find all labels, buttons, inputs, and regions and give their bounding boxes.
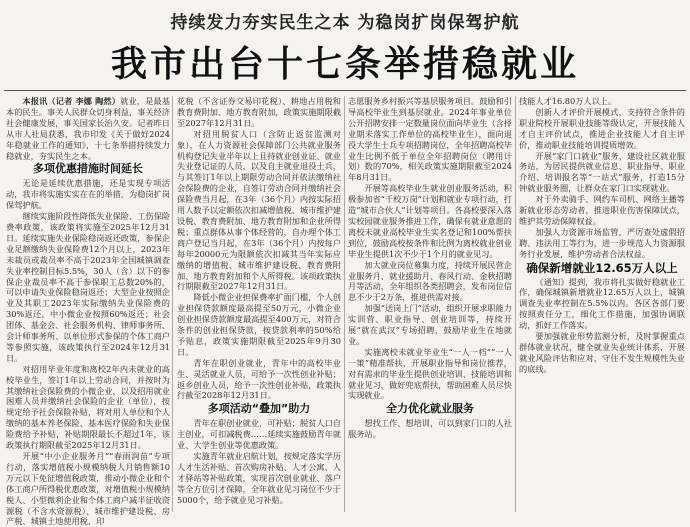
paragraph: 降低小微企业担保费率扩面门槛，个人创业担保贷款额度最高提至50万元，小微企业创业担保贷款额度最高提至400万元，对符合条件的创业担保贷款，按贷款利率的50%给予贴息，政策实施期限截至2025年9月30日。 (177, 292, 341, 357)
byline-text: 就业，是最基本的民生。事关人民群众切身利益，事关经济社会健康发展，事关国家长治久安。记者昨日从市人社局获悉，我市印发《关于做好2024年稳就业工作的通知》，十七条举措持续发力稳就业，夯实民生之本。 (6, 96, 170, 161)
paragraph: 实施离校未就业毕业生“一人一档”“一人一策”精准帮扶，开展职业指导和岗位推荐，对有需求的毕业生提供创业培训、技能培训和就业见习，做好兜底帮扶，帮助困难人员尽快实现就业。 (348, 346, 512, 401)
article-column-3 (348, 96, 512, 512)
paragraph: 开展等高校毕业生就业创业服务活动，积极参加省“千校万岗”计划和就业专项行动，打造“城市合伙人”计划等项目。各高校要深入落实校园就业服务推进工作，确保有就业意愿的离校未就业高校毕业生实名登记和100%帮扶到位，鼓励高校按条件和比例为离校就业创业毕业生提供1次不少于1个月的就业见习。 (348, 183, 512, 259)
byline-authors: （记者 李娜 陶然） (47, 96, 121, 106)
article-column-4 (519, 96, 685, 512)
article-column-2 (177, 96, 341, 512)
paragraph: 要加强就业形势监测分析，及时掌握重点群体就业状况，健全就业失业统计体系，开展就业风险评估和应对，守住不发生规模性失业的底线。 (519, 331, 685, 374)
column-divider (515, 96, 516, 512)
section-heading-1: 多项优惠措施时间延长 (33, 162, 143, 176)
headline: 我市出台十七条举措稳就业 (110, 44, 579, 85)
paragraph: 无论是延续优惠措施，还是实现专项活动，我市将实施实实在在的举措，为稳岗扩岗保驾护航。 (6, 178, 170, 211)
column-divider (172, 96, 173, 512)
paragraph: 加大就业岗位募集力度，持续开展民营企业服务月、就业援助月、春风行动、金秋招聘月等活动，全年组织各类招聘会，发布岗位信息不少于2万条，推进供需对接。 (348, 259, 512, 303)
paragraph: 青年在职创业就业，可补贴；脱贫人口自主创业，可扣减税费……延续实施鼓励青年就业、大学生创业等优惠政策。 (177, 418, 341, 451)
paragraph: 志愿服务乡村振兴等基层服务项目。鼓励和引导高校毕业生到基层就业。2024年事业单位公开招聘安排一定数量岗位面向毕业生（含择业期未落实工作单位的高校毕业生），面向退役大学生士兵专项招聘岗位，全年招聘高校毕业生比例不低于单位全年招聘岗位（聘用计划）数的70%，相关政策实施期限截至2024年8月31日。 (348, 96, 512, 183)
paragraph: 开展“中小企业服务月”“春雨润苗”专项行动，落实增值税小规模纳税人月销售额10万元以下免征增值税政策，推动小微企业和个体工商户所得税优惠政策，对增值税小规模纳税人、小型微利企业和个体工商户减半征收资源税（不含水资源税）、城市维护建设税、房产税、城镇土地使用税、印 (6, 451, 170, 527)
paragraph: 创新人才评价开展模式，支持符合条件的职业院校开展职业技能等级认定，开展技能人才自主评价试点，推进企业技能人才自主评价，推动职业技能培训提质增效。 (519, 106, 685, 150)
paragraph: 开展“家门口就业”服务，建设社区就业服务站，为居民提供就业信息、职业指导、职业介绍、培训报名等“一站式”服务，打造15分钟就业服务圈，让群众在家门口实现就业。 (519, 150, 685, 194)
section-heading-2: 多项活动“叠加”助力 (207, 402, 311, 416)
subheadline: 持续发力夯实民生之本 为稳岗扩岗保驾护航 (170, 13, 520, 33)
paragraph: 技能人才16.80万人以上。 (519, 96, 617, 106)
article-column-1 (6, 96, 170, 527)
paragraph: 《通知》提到，我市将扎实做好稳就业工作，确保城镇新增就业12.65万人以上，城镇调查失业率控制在5.5%以内。各区各部门要按照责任分工，细化工作措施，加强协调联动，抓好工作落实。 (519, 276, 685, 331)
paragraph: 花税（不含证券交易印花税）、耕地占用税和教育费附加、地方教育附加，政策实施期限截至2027年12月31日。 (177, 96, 341, 128)
paragraph: 对于外卖骑手、网约车司机、网络主播等新就业形态劳动者，推进职业伤害保障试点，维护其劳动保障权益。 (519, 194, 685, 226)
byline (6, 96, 170, 161)
paragraph: 想找工作、想培训，可以到家门口的人社服务站。 (348, 418, 512, 440)
paragraph: 对招用毕业年度和离校2年内未就业的高校毕业生，签订1年以上劳动合同，并按时为其缴纳社会保险费的小微企业，以及招用就业困难人员并缴纳社会保险的企业（单位），按规定给予社会保险补贴，将对用人单位和个人缴纳的基本养老保险、基本医疗保险和失业保险费给予补贴，补贴期限最长不超过1年，该政策执行期限截至2025年12月31日。 (6, 363, 170, 451)
paragraph: 实施青年就业启航计划，按规定落实学历人才生活补贴、首次购房补贴、人才公寓、人才驿站等补贴政策，实现首次创业就业、落户等全方位引才保障，全年就业见习岗位不少于5000个，给予就业见习补贴。 (177, 451, 341, 505)
paragraph: 青年在职创业就业，青年中的高校毕业生、灵活就业人员，可给予一次性创业补贴；返乡创业人员，给予一次性创业补贴，政策执行截至2028年12月31日。 (177, 357, 341, 401)
section-heading-4: 确保新增就业12.65万人以上 (526, 260, 678, 275)
paragraph: 加强“送岗上门”活动，组织开展求职能力实训营、职业指导、创业培训等，持续开展“就在武汉”专场招聘，鼓励毕业生在地就业。 (348, 303, 512, 346)
paragraph: 加强人力资源市场监管，严厉查处虚假招聘、违法用工等行为，进一步规范人力资源服务行业发展，维护劳动者合法权益。 (519, 226, 685, 259)
headline-rule (4, 90, 686, 91)
paragraph: 对招用脱贫人口（含防止返贫监测对象），在人力资源社会保障部门公共就业服务机构登记失业半年以上且持就业创业证、就业失业登记证的人员，以及自主就业退役士兵，与其签订1年以上期限劳动合同并依法缴纳社会保险费的企业，自签订劳动合同并缴纳社会保险费当月起，在3年（36个月）内按实际招用人数予以定额依次扣减增值税、城市维护建设税、教育费附加、地方教育附加和企业所得税；重点群体从事个体经营的，自办理个体工商户登记当月起，在3年（36个月）内按每户每年20000元为限额依次扣减其当年实际应缴纳的增值税、城市维护建设税、教育费附加、地方教育附加和个人所得税。该项政策执行期限截至2027年12月31日。 (177, 128, 341, 292)
column-divider (344, 96, 345, 512)
paragraph: 继续实施阶段性降低失业保险、工伤保险费率政策，该政策将实施至2025年12月31日。延续实施失业保险稳岗返还政策，参保企业足额缴纳失业保险费12个月以上，2023年未裁员或裁员率不高于2023年全国城镇调查失业率控制目标5.5%，30人（含）以下的参保企业裁员率不高于参保职工总数20%的，可以申请失业保险稳岗返还；大型企业按照企业及其职工2023年实际缴纳失业保险费的30%返还，中小微企业按照60%返还；社会团体、基金会、社会服务机构、律师事务所、会计师事务所、以单位形式参保的个体工商户等参照实施，该政策执行至2024年12月31日。 (6, 211, 170, 363)
byline-label: 本报讯 (22, 96, 48, 106)
section-heading-3: 全力优化就业服务 (386, 402, 474, 416)
